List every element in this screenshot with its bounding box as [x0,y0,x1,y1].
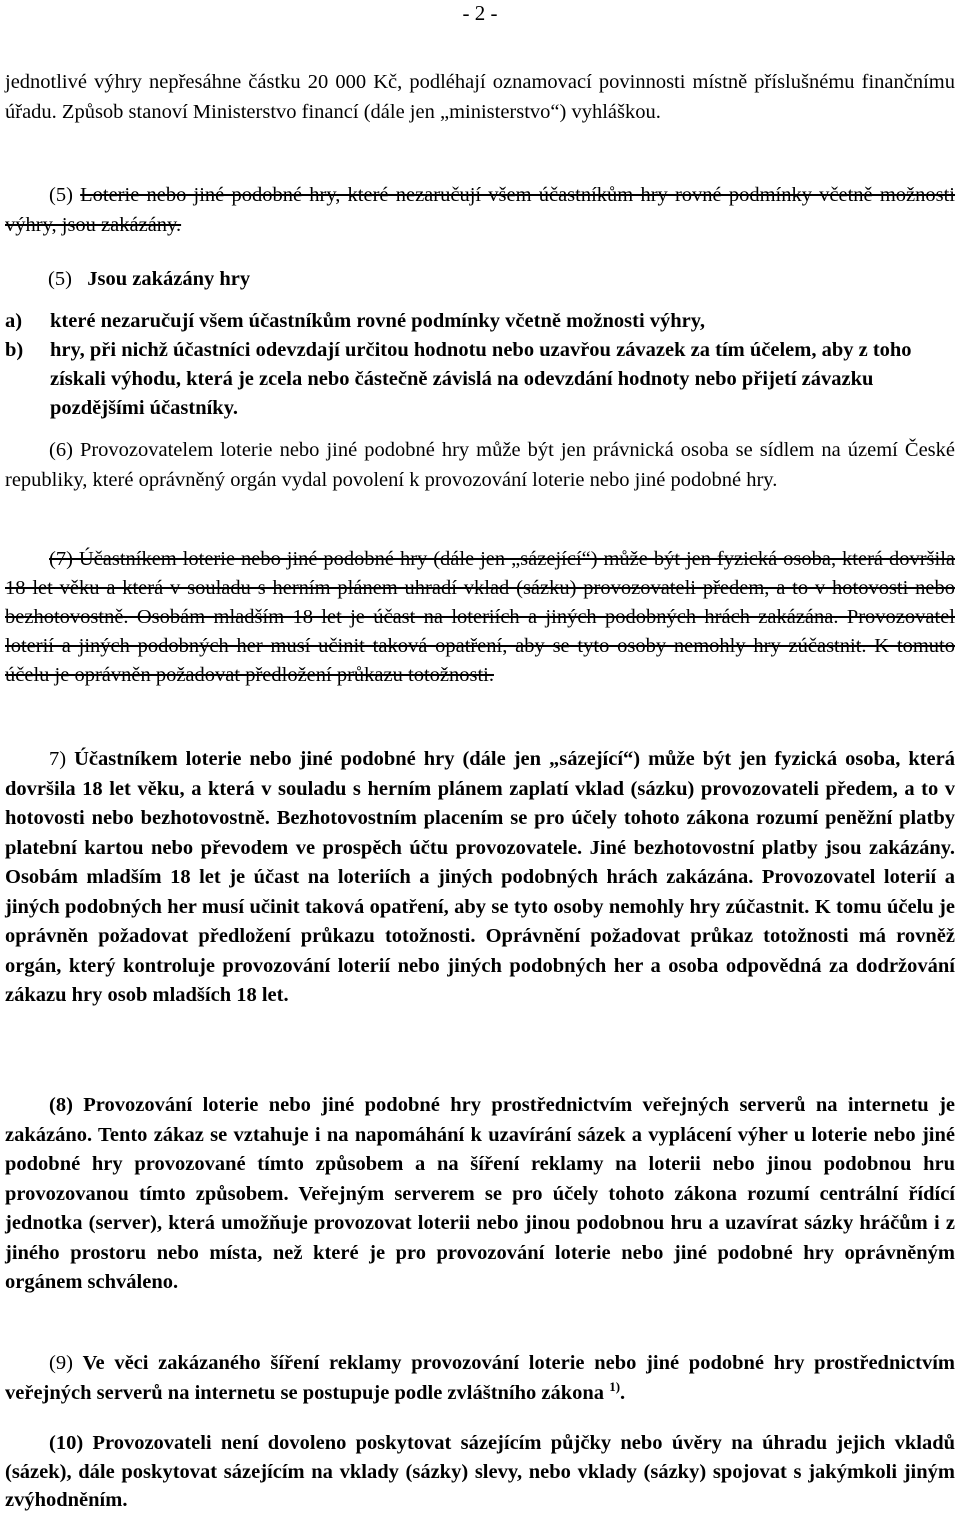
list-item [5,336,955,423]
paragraph-7 [5,745,955,1011]
paragraph-5-deleted [5,181,955,240]
paragraph-5-list [5,307,955,423]
paragraph-5-deleted-text: Loterie nebo jiné podobné hry, které nezaručují všem účastníkům hry rovné podmínky včetně možnosti výhry, jsou zakázány. [5,184,956,236]
paragraph-5-deleted-number: (5) [49,184,73,206]
paragraph-6-text: Provozovatelem loterie nebo jiné podobné hry může být jen právnická osoba se sídlem na území České republiky, které oprávněný orgán vydal povolení k provozování loterie nebo jiné podobné hry. [5,439,955,491]
paragraph-7-text: Účastníkem loterie nebo jiné podobné hry (dále jen „sázející“) může být jen fyzická osoba, která dovršila 18 let věku, a která v souladu s herním plánem zaplatí vklad (sázku) provozovateli předem, a to v hotovosti nebo bezhotovostně. Bezhotovostním placením se pro účely tohoto zákona rozumí peněžní platby platební kartou nebo převodem ve prospěch účtu provozovatele. Jiné bezhotovostní platby jsou zakázány. Osobám mladším 18 let je účast na loteriích a jiných podobných hrách zakázána. Provozovatel loterií a jiných podobných her musí učinit taková opatření, aby se tyto osoby nemohly hry zúčastnit. K tomu účelu je oprávněn požadovat předložení průkazu totožnosti. Oprávnění požadovat průkaz totožnosti má rovněž orgán, který kontroluje provozování loterií nebo jiných podobných her a osoba odpovědná za dodržování zákazu hry osob mladších 18 let. [5,748,955,1006]
paragraph-8 [5,1091,955,1298]
paragraph-5-heading [48,265,250,293]
paragraph-8-number: (8) [49,1094,73,1116]
paragraph-6-number: (6) [49,439,73,461]
list-item-marker: b) [5,339,24,361]
list-item-text: hry, při nichž účastníci odevzdají určitou hodnotu nebo uzavřou závazek za tím účelem, aby z toho získali výhodu, která je zcela nebo částečně závislá na odevzdání hodnoty nebo přijetí závazku pozdějšími účastníky. [50,339,912,419]
list-item-marker: a) [5,310,23,332]
paragraph-5-number: (5) [48,268,72,290]
paragraph-7-deleted: (7) Účastníkem loterie nebo jiné podobné hry (dále jen „sázející“) může být jen fyzická osoba, která dovršila 18 let věku a která v souladu s herním plánem uhradí vklad (sázku) provozovateli předem, a to v hotovosti nebo bezhotovostně. Osobám mladším 18 let je účast na loteriích a jiných podobných hrách zakázána. Provozovatel loterií a jiných podobných her musí učinit taková opatření, aby se tyto osoby nemohly hry zúčastnit. K tomuto účelu je oprávněn požadovat předložení průkazu totožnosti. [5,548,955,686]
paragraph-6 [5,436,955,495]
list-item [5,307,955,336]
page-number: - 2 - [462,1,498,25]
paragraph-10-number: (10) [49,1432,84,1454]
list-item-text: které nezaručují všem účastníkům rovné podmínky včetně možnosti výhry, [50,310,706,332]
paragraph-10 [5,1429,955,1515]
footnote-reference: 1) [609,1378,621,1394]
paragraph-intro: jednotlivé výhry nepřesáhne částku 20 000 Kč, podléhají oznamovací povinnosti místně příslušnému finančnímu úřadu. Způsob stanoví Ministerstvo financí (dále jen „ministerstvo“) vyhláškou. [5,71,955,123]
paragraph-9 [5,1349,955,1408]
paragraph-9-text: Ve věci zakázaného šíření reklamy provozování loterie nebo jiné podobné hry prostřednictvím veřejných serverů na internetu se postupuje podle zvláštního zákona [5,1352,955,1404]
paragraph-10-text: Provozovateli není dovoleno poskytovat sázejícím půjčky nebo úvěry na úhradu jejich vkladů (sázek), dále poskytovat sázejícím na vklady (sázky) slevy, nebo vklady (sázky) spojovat s jakýmkoli jiným zvýhodněním. [5,1432,956,1511]
paragraph-7-number: 7) [49,748,67,770]
paragraph-9-end: . [620,1381,626,1404]
paragraph-5-heading-text: Jsou zakázány hry [87,268,251,290]
paragraph-9-number: (9) [49,1352,73,1374]
paragraph-8-text: Provozování loterie nebo jiné podobné hry prostřednictvím veřejných serverů na internetu je zakázáno. Tento zákaz se vztahuje i na napomáhání k uzavírání sázek a vyplácení výher u loterie nebo jiné podobné hry provozované tímto způsobem a na šíření reklamy na loterii nebo jinou podobnou hru provozovanou tímto způsobem. Veřejným serverem se pro účely tohoto zákona rozumí centrální řídící jednotka (server), která umožňuje provozovat loterii nebo jinou podobnou hru a uzavírat sázky hráčům i z jiného prostoru nebo místa, než které je pro provozování loterie nebo jiné podobné hry oprávněným orgánem schváleno. [5,1094,956,1293]
